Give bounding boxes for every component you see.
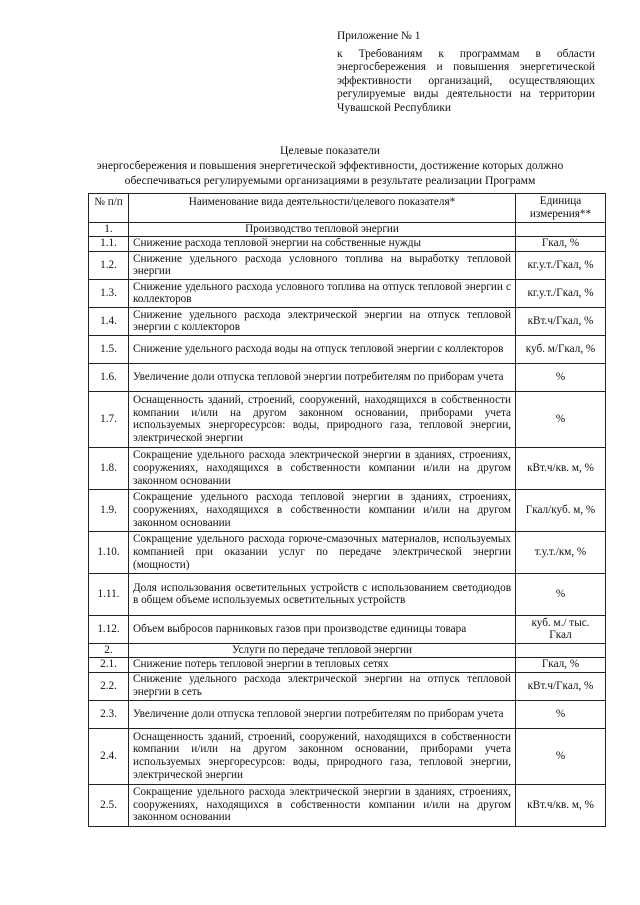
section-title: Услуги по передаче тепловой энергии xyxy=(129,643,516,657)
row-number: 1.8. xyxy=(89,447,129,489)
table-row xyxy=(89,391,606,447)
table-row xyxy=(89,251,606,279)
heading-title: Целевые показатели xyxy=(280,144,380,157)
unit-of-measure: Гкал/куб. м, % xyxy=(516,489,606,531)
indicator-name: Оснащенность зданий, строений, сооружений, находящихся в собственности компании и/или на другом законном основании, приборами учета используемых энергоресурсов: воды, природного газа, тепловой энергии, электрической энергии xyxy=(129,728,516,784)
unit-of-measure: кВт.ч/кв. м, % xyxy=(516,447,606,489)
indicator-name: Увеличение доли отпуска тепловой энергии потребителям по приборам учета xyxy=(129,700,516,728)
row-number: 1.4. xyxy=(89,307,129,335)
row-number: 2.3. xyxy=(89,700,129,728)
indicator-name: Увеличение доли отпуска тепловой энергии потребителям по приборам учета xyxy=(129,363,516,391)
unit-of-measure: куб. м/Гкал, % xyxy=(516,335,606,363)
unit-of-measure: кг.у.т./Гкал, % xyxy=(516,279,606,307)
unit-of-measure: куб. м./ тыс. Гкал xyxy=(516,615,606,643)
indicator-name: Сокращение удельного расхода электрической энергии в зданиях, строениях, сооружениях, находящихся в собственности компании и/или на другом законном основании xyxy=(129,447,516,489)
unit-of-measure: % xyxy=(516,700,606,728)
appendix-block xyxy=(337,30,595,115)
row-number: 2. xyxy=(89,643,129,657)
table-section-row xyxy=(89,643,606,657)
row-number: 1.9. xyxy=(89,489,129,531)
indicator-name: Доля использования осветительных устройств с использованием светодиодов в общем объеме используемых осветительных устройств xyxy=(129,573,516,615)
section-title: Производство тепловой энергии xyxy=(129,223,516,237)
table-header-row xyxy=(89,194,606,223)
unit-of-measure: Гкал, % xyxy=(516,236,606,251)
unit-of-measure: кВт.ч/Гкал, % xyxy=(516,672,606,700)
table-row xyxy=(89,784,606,826)
table-row xyxy=(89,489,606,531)
table-row xyxy=(89,236,606,251)
table-row xyxy=(89,531,606,573)
unit-of-measure: кг.у.т./Гкал, % xyxy=(516,251,606,279)
table-row xyxy=(89,672,606,700)
header-num: № п/п xyxy=(89,194,129,223)
indicator-name: Снижение удельного расхода электрической энергии на отпуск тепловой энергии в сеть xyxy=(129,672,516,700)
row-number: 1.2. xyxy=(89,251,129,279)
row-number: 1.11. xyxy=(89,573,129,615)
appendix-title: Приложение № 1 xyxy=(337,30,421,42)
indicator-name: Снижение удельного расхода воды на отпуск тепловой энергии с коллекторов xyxy=(129,335,516,363)
indicator-name: Снижение удельного расхода электрической энергии на отпуск тепловой энергии с коллекторов xyxy=(129,307,516,335)
table-row xyxy=(89,700,606,728)
header-name: Наименование вида деятельности/целевого показателя* xyxy=(129,194,516,223)
table-row xyxy=(89,363,606,391)
table-row xyxy=(89,615,606,643)
unit-of-measure: Гкал, % xyxy=(516,657,606,672)
row-number: 1.7. xyxy=(89,391,129,447)
table-row xyxy=(89,279,606,307)
indicator-name: Снижение удельного расхода условного топлива на выработку тепловой энергии xyxy=(129,251,516,279)
row-number: 1.12. xyxy=(89,615,129,643)
indicator-name: Снижение потерь тепловой энергии в тепловых сетях xyxy=(129,657,516,672)
heading-subtitle: энергосбережения и повышения энергетической эффективности, достижение которых должно обеспечиваться регулируемыми организациями в результате реализации Программ xyxy=(96,159,564,187)
row-number: 1.3. xyxy=(89,279,129,307)
indicator-name: Объем выбросов парниковых газов при производстве единицы товара xyxy=(129,615,516,643)
indicators-table xyxy=(88,193,606,827)
indicator-name: Оснащенность зданий, строений, сооружений, находящихся в собственности компании и/или на другом законном основании, приборами учета используемых энергоресурсов: воды, природного газа, тепловой энергии, электрической энергии xyxy=(129,391,516,447)
table-row xyxy=(89,728,606,784)
table-body xyxy=(89,223,606,827)
document-heading xyxy=(60,143,600,188)
unit-of-measure: кВт.ч/кв. м, % xyxy=(516,784,606,826)
table-row xyxy=(89,447,606,489)
indicator-name: Сокращение удельного расхода электрической энергии в зданиях, строениях, сооружениях, находящихся в собственности компании и/или на другом законном основании xyxy=(129,784,516,826)
row-number: 1.5. xyxy=(89,335,129,363)
row-number: 2.2. xyxy=(89,672,129,700)
table-row xyxy=(89,307,606,335)
appendix-text: к Требованиям к программам в области энергосбережения и повышения энергетической эффективности организаций, осуществляющих регулируемые виды деятельности на территории Чувашской Республики xyxy=(337,47,595,114)
indicator-name: Снижение удельного расхода условного топлива на отпуск тепловой энергии с коллекторов xyxy=(129,279,516,307)
indicator-name: Сокращение удельного расхода горюче-смазочных материалов, используемых компанией при оказании услуг по передаче электрической энергии (мощности) xyxy=(129,531,516,573)
table-row xyxy=(89,657,606,672)
unit-of-measure: % xyxy=(516,728,606,784)
table-row xyxy=(89,573,606,615)
table-section-row xyxy=(89,223,606,237)
row-number: 2.4. xyxy=(89,728,129,784)
row-number: 2.1. xyxy=(89,657,129,672)
table-row xyxy=(89,335,606,363)
indicator-name: Сокращение удельного расхода тепловой энергии в зданиях, строениях, сооружениях, находящихся в собственности компании и/или на другом законном основании xyxy=(129,489,516,531)
unit-of-measure: т.у.т./км, % xyxy=(516,531,606,573)
row-number: 1. xyxy=(89,223,129,237)
unit-of-measure: кВт.ч/Гкал, % xyxy=(516,307,606,335)
row-number: 2.5. xyxy=(89,784,129,826)
unit-of-measure: % xyxy=(516,391,606,447)
header-unit: Единица измерения** xyxy=(516,194,606,223)
indicator-name: Снижение расхода тепловой энергии на собственные нужды xyxy=(129,236,516,251)
row-number: 1.1. xyxy=(89,236,129,251)
row-number: 1.10. xyxy=(89,531,129,573)
unit-of-measure xyxy=(516,223,606,237)
unit-of-measure xyxy=(516,643,606,657)
unit-of-measure: % xyxy=(516,573,606,615)
unit-of-measure: % xyxy=(516,363,606,391)
row-number: 1.6. xyxy=(89,363,129,391)
